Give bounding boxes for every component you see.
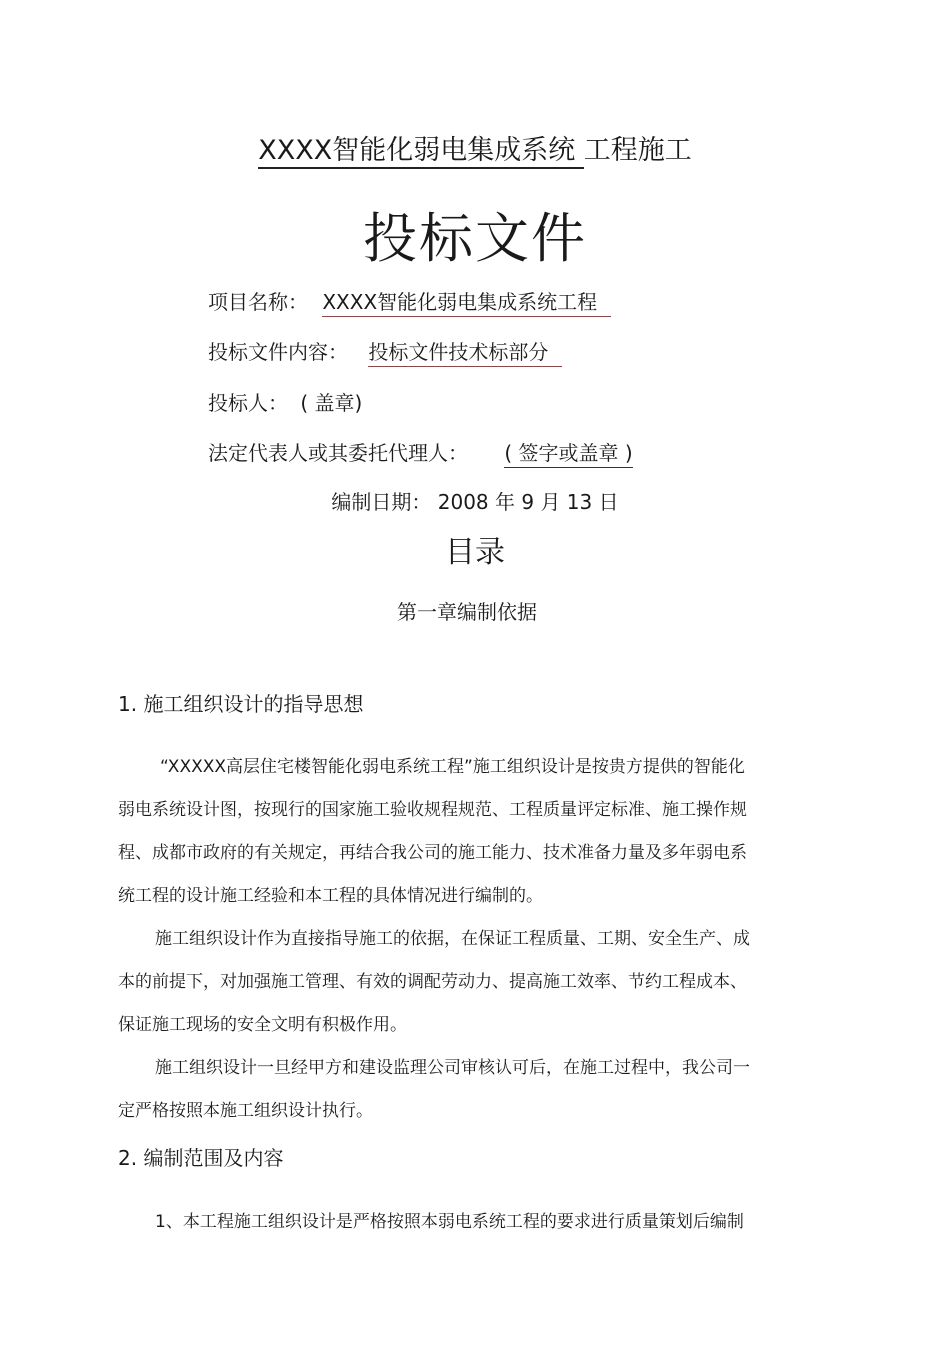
project-name-label: 项目名称： — [208, 290, 308, 314]
paragraph-line: 施工组织设计一旦经甲方和建设监理公司审核认可后，在施工过程中，我公司一 — [155, 1058, 750, 1078]
bidder-row — [208, 387, 362, 416]
representative-value: ( 签字或盖章 ) — [504, 441, 632, 468]
representative-row — [208, 437, 633, 466]
toc-title: 目录 — [445, 535, 505, 570]
project-name-value: XXXX智能化弱电集成系统工程 — [322, 290, 611, 317]
bid-content-value: 投标文件技术标部分 — [368, 340, 562, 367]
document-subtitle — [0, 128, 950, 167]
paragraph-line: 定严格按照本施工组织设计执行。 — [118, 1101, 373, 1121]
bidder-value: ( 盖章) — [300, 391, 363, 415]
section-2-heading: 2. 编制范围及内容 — [118, 1146, 284, 1170]
bidder-label: 投标人： — [208, 391, 288, 415]
paragraph-line: 程、成都市政府的有关规定，再结合我公司的施工能力、技术准备力量及多年弱电系 — [118, 843, 747, 863]
bid-content-row — [208, 336, 562, 365]
chapter-heading: 第一章编制依据 — [397, 600, 537, 624]
paragraph-line: 1、本工程施工组织设计是严格按照本弱电系统工程的要求进行质量策划后编制 — [155, 1212, 744, 1232]
paragraph-line: 保证施工现场的安全文明有积极作用。 — [118, 1015, 407, 1035]
representative-label: 法定代表人或其委托代理人： — [208, 441, 468, 465]
subtitle-tail: 工程施工 — [583, 135, 692, 166]
section-1-heading: 1. 施工组织设计的指导思想 — [118, 692, 364, 716]
paragraph-line: 施工组织设计作为直接指导施工的依据，在保证工程质量、工期、安全生产、成 — [155, 929, 750, 949]
subtitle-underlined-part: XXXX智能化弱电集成系统 — [258, 135, 584, 169]
compile-date: 编制日期： 2008 年 9 月 13 日 — [331, 490, 619, 514]
paragraph-line: 统工程的设计施工经验和本工程的具体情况进行编制的。 — [118, 886, 543, 906]
document-title: 投标文件 — [363, 207, 587, 270]
paragraph-line: 弱电系统设计图，按现行的国家施工验收规程规范、工程质量评定标准、施工操作规 — [118, 800, 747, 820]
paragraph-line: 本的前提下，对加强施工管理、有效的调配劳动力、提高施工效率、节约工程成本、 — [118, 972, 747, 992]
bid-content-label: 投标文件内容： — [208, 340, 348, 364]
paragraph-line: “XXXXX高层住宅楼智能化弱电系统工程”施工组织设计是按贵方提供的智能化 — [160, 757, 745, 777]
project-name-row — [208, 286, 611, 315]
